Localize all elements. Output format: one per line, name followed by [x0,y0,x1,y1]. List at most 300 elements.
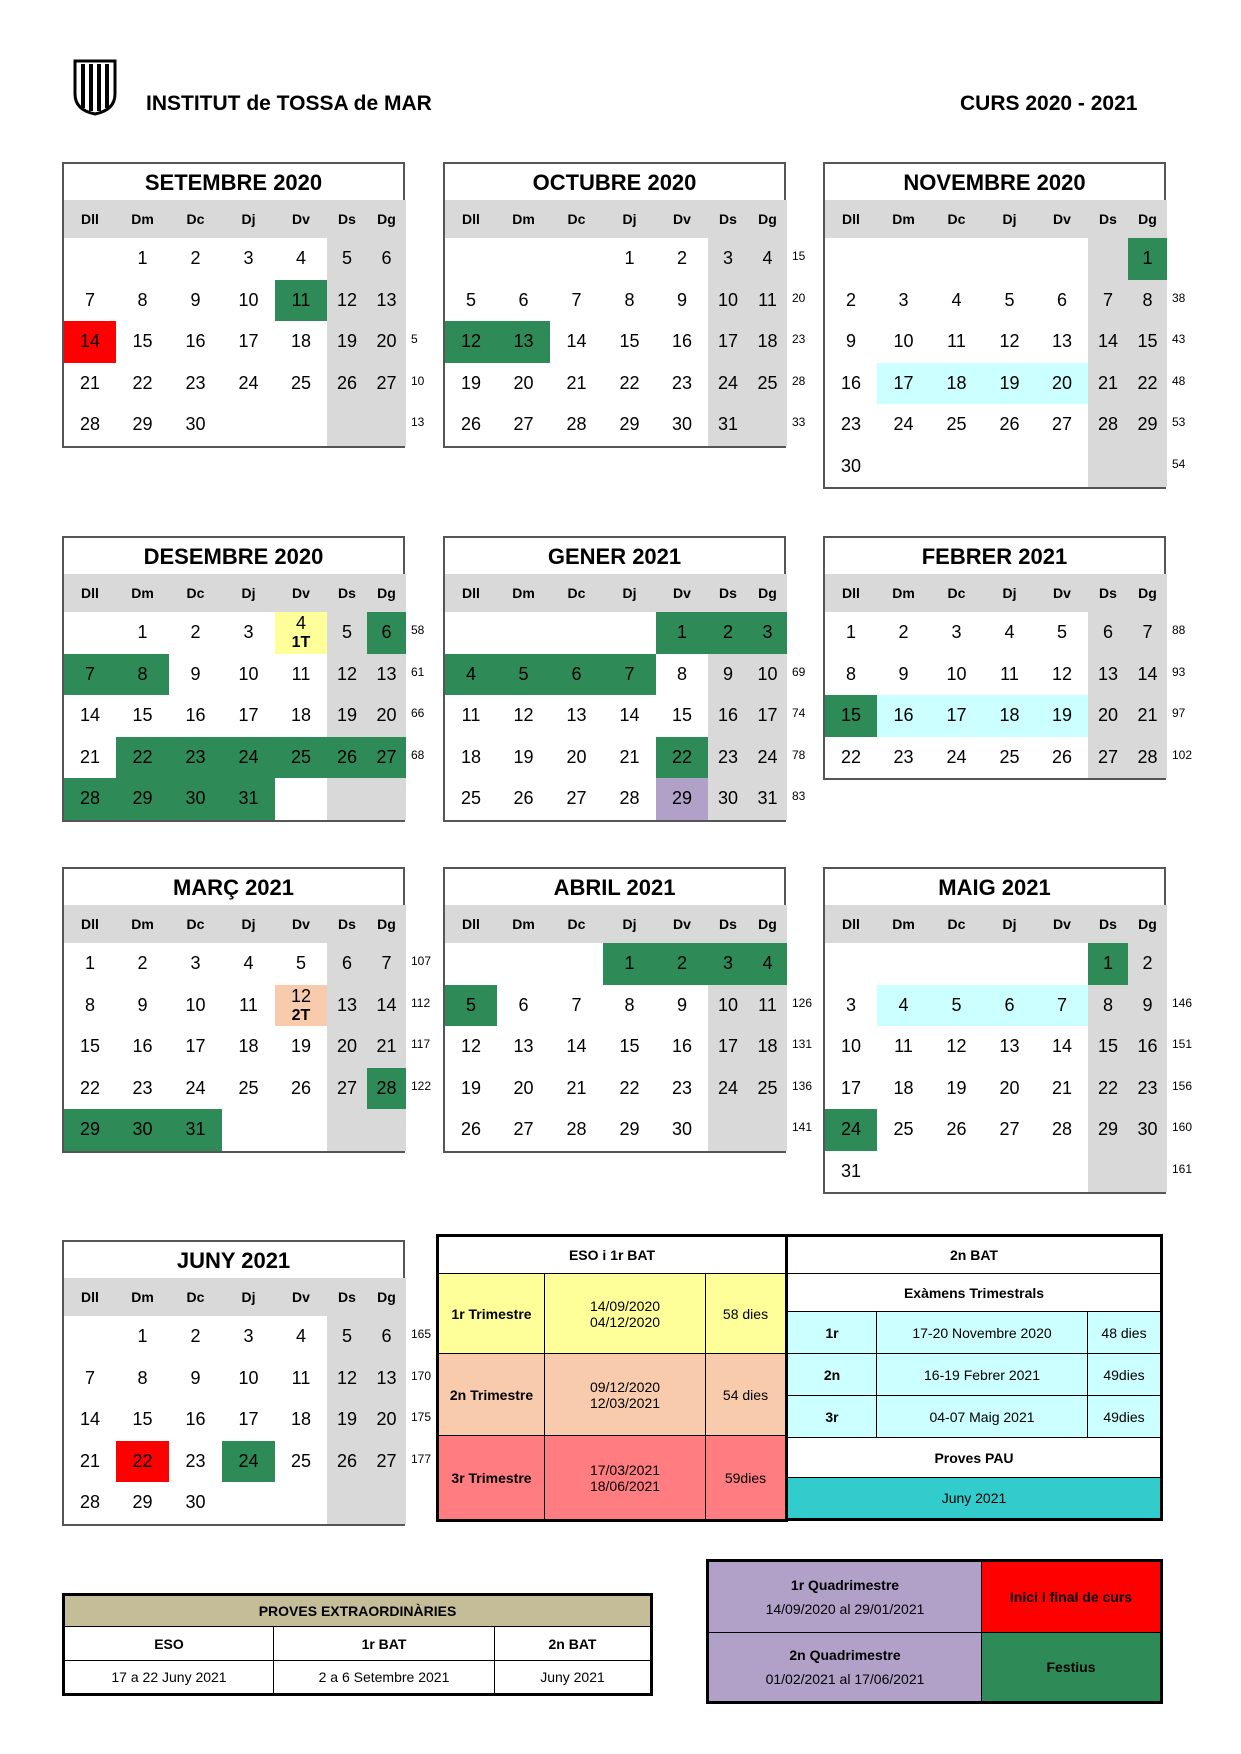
day-cell: 28 [566,414,587,434]
day-cell: 8 [624,289,635,310]
cumulative-day-count: 33 [792,415,806,429]
weekday-header: Dll [445,905,497,943]
weekday-header: Dg [1128,200,1167,238]
day-cell: 17 [708,321,748,363]
day-cell: 3 [243,1326,254,1346]
weekday-header: Dll [825,200,877,238]
day-cell: 13 [1088,654,1128,696]
empty-cell [983,446,1036,488]
day-cell: 20 [367,695,406,737]
day-cell: 24 [748,737,787,779]
month-calendar [443,536,786,822]
day-cell: 21 [79,372,101,393]
day-cell: 11 [461,705,481,725]
exam-date: 17-20 Novembre 2020 [877,1312,1088,1354]
day-cell: 10 [708,985,748,1027]
day-cell: 19 [460,1077,482,1098]
day-cell: 4 [295,248,306,268]
day-cell: 9 [137,994,148,1015]
extraordinary-title: PROVES EXTRAORDINÀRIES [64,1595,652,1627]
weekday-header: Dm [116,574,169,612]
empty-cell [497,238,550,280]
cumulative-day-count: 15 [792,249,806,263]
pau-date: Juny 2021 [787,1478,1162,1520]
day-cell: 19 [513,746,534,767]
legend-q2-title: 2n Quadrimestre [789,1647,901,1663]
day-cell: 29 [1088,1109,1128,1151]
day-cell: 30 [1128,1109,1167,1151]
day-cell: 25 [893,1119,914,1139]
day-cell: 15 [619,1036,640,1056]
day-cell: 27 [513,1119,534,1139]
day-cell: 4 [748,238,787,280]
day-cell: 12 [327,280,367,322]
day-cell: 29 [116,778,169,820]
weekday-header: Dj [222,574,275,612]
day-cell: 1 [137,1326,148,1346]
empty-cell [1036,1151,1088,1193]
day-cell: 18 [290,331,312,351]
day-cell: 18 [460,746,482,767]
empty-cell [275,404,327,446]
weekday-header: Ds [708,574,748,612]
day-cell: 2 [1128,943,1167,985]
weekday-header: Ds [327,574,367,612]
trimester-end: 12/03/2021 [589,1394,661,1411]
empty-cell [497,943,550,985]
day-cell: 5 [327,238,367,280]
day-cell: 22 [1128,363,1167,405]
day-cell: 21 [566,372,587,393]
day-cell: 29 [619,1119,640,1139]
day-cell: 24 [222,1441,275,1483]
day-cell: 23 [132,1077,153,1098]
day-cell: 24 [238,372,259,393]
day-cell: 13 [513,1036,534,1056]
day-cell: 30 [185,414,206,434]
day-cell: 9 [898,663,909,684]
weekday-header: Dv [656,200,708,238]
eso-table-title: ESO i 1r BAT [438,1236,787,1274]
day-cell: 7 [64,654,116,696]
weekday-header: Dm [877,574,930,612]
day-cell: 21 [367,1026,406,1068]
day-cell: 23 [671,372,693,393]
weekday-header: Dm [116,200,169,238]
day-cell: 17 [238,1409,259,1429]
weekday-header: Ds [708,200,748,238]
weekday-header: Dm [116,905,169,943]
day-cell: 7 [84,1367,95,1388]
day-cell: 16 [840,372,862,393]
weekday-header: Dg [367,574,406,612]
day-cell: 3 [898,289,909,310]
day-cell: 22 [619,372,640,393]
day-cell: 1 [84,953,95,973]
day-cell: 4 [445,654,497,696]
day-cell: 8 [116,654,169,696]
day-cell: 12 [445,321,497,363]
day-cell: 22 [1088,1068,1128,1110]
empty-cell [930,943,983,985]
cumulative-day-count: 83 [792,789,806,803]
day-cell: 15 [79,1036,101,1056]
weekday-header: Dc [930,574,983,612]
day-cell: 20 [367,1399,406,1441]
day-cell: 8 [137,289,148,310]
day-cell: 27 [367,363,406,405]
day-cell: 6 [367,612,406,654]
day-cell: 28 [64,778,116,820]
day-cell: 8 [1088,985,1128,1027]
day-cell: 12 [999,331,1020,351]
weekday-header: Dc [169,200,222,238]
month-calendar [62,536,405,822]
weekday-header: Dv [275,200,327,238]
day-cell: 5 [295,953,306,973]
day-cell: 17 [708,1026,748,1068]
day-cell: 26 [290,1077,312,1098]
day-cell: 22 [840,746,862,767]
empty-cell [445,238,497,280]
empty-cell [1036,238,1088,280]
day-cell: 30 [840,455,862,476]
weekday-header: Dc [169,1278,222,1316]
exam-days: 49dies [1088,1354,1162,1396]
day-cell: 8 [1128,280,1167,322]
weekday-header: Dj [603,574,656,612]
day-cell: 13 [497,321,550,363]
day-cell: 31 [222,778,275,820]
day-cell: 5 [327,1316,367,1358]
day-cell: 6 [367,238,406,280]
eso-trimester-table [436,1234,788,1522]
day-cell: 1 [137,622,148,642]
day-cell: 10 [748,654,787,696]
month-title: MAIG 2021 [938,875,1051,900]
day-cell: 31 [169,1109,222,1151]
day-cell: 20 [1036,363,1088,405]
weekday-header: Ds [327,200,367,238]
empty-cell [825,238,877,280]
day-cell: 22 [619,1077,640,1098]
weekday-header: Dc [550,574,603,612]
empty-cell [877,238,930,280]
exam-days: 48 dies [1088,1312,1162,1354]
empty-cell [930,1151,983,1193]
month-title: FEBRER 2021 [921,544,1068,569]
day-cell: 25 [748,363,787,405]
month-title: ABRIL 2021 [553,875,676,900]
cumulative-day-count: 160 [1172,1120,1193,1134]
day-cell: 14 [64,321,116,363]
day-cell: 29 [656,778,708,820]
empty-cell [983,238,1036,280]
day-cell: 29 [1128,404,1167,446]
day-cell: 23 [185,372,206,393]
weekday-header: Dj [222,1278,275,1316]
day-cell: 27 [327,1068,367,1110]
day-cell: 18 [748,1026,787,1068]
day-cell: 20 [367,321,406,363]
day-cell: 1 [137,248,148,268]
month-title: OCTUBRE 2020 [532,170,697,195]
day-cell: 25 [748,1068,787,1110]
day-cell: 2 [190,248,201,268]
day-cell: 6 [983,985,1036,1027]
empty-cell [1088,238,1128,280]
empty-cell [327,404,367,446]
trimester-label: 1r Trimestre [438,1274,545,1354]
cumulative-day-count: 93 [1172,664,1186,679]
weekday-header: Dll [445,200,497,238]
weekday-header: Dv [656,905,708,943]
weekday-header: Dc [930,200,983,238]
day-cell: 26 [513,788,534,808]
bat2-table [785,1234,1163,1521]
day-cell: 25 [238,1077,259,1098]
day-cell: 6 [518,994,529,1015]
day-cell: 3 [243,248,254,268]
day-cell: 2 [898,622,909,642]
day-cell: 11 [748,280,787,322]
day-cell: 13 [367,280,406,322]
cumulative-day-count: 53 [1172,415,1186,429]
day-cell: 15 [132,331,153,351]
day-cell: 4 [748,943,787,985]
weekday-header: Dll [64,574,116,612]
day-cell: 5 [497,654,550,696]
empty-cell [327,1109,367,1151]
empty-cell [930,238,983,280]
empty-cell [877,943,930,985]
day-cell: 4 [951,289,962,310]
cumulative-day-count: 10 [411,373,425,388]
cumulative-day-count: 48 [1172,373,1186,388]
weekday-header: Dm [497,200,550,238]
day-cell: 14 [367,985,406,1027]
day-cell: 2 [676,248,687,268]
day-cell: 28 [79,1492,101,1512]
legend-q1 [708,1561,982,1633]
weekday-header: Dv [1036,200,1088,238]
month-title: SETEMBRE 2020 [144,170,323,195]
day-cell: 26 [999,414,1020,434]
empty-cell [1036,446,1088,488]
day-cell: 12 [1051,663,1073,684]
day-cell: 7 [603,654,656,696]
day-cell: 12 [513,705,534,725]
day-cell: 16 [185,331,206,351]
empty-cell [222,1482,275,1524]
day-cell: 24 [708,1068,748,1110]
day-cell: 15 [671,705,693,725]
day-cell: 13 [566,705,587,725]
day-cell: 31 [708,404,748,446]
day-cell: 15 [619,331,640,351]
day-cell: 21 [1088,363,1128,405]
day-cell: 11 [1000,663,1019,684]
day-cell: 19 [290,1036,312,1056]
cumulative-day-count: 126 [792,995,813,1010]
day-cell: 12 [460,1036,482,1056]
trimester-start: 14/09/2020 [589,1297,661,1314]
day-cell: 5 [327,612,367,654]
day-cell: 23 [185,1450,206,1471]
day-cell: 27 [513,414,534,434]
day-cell: 18 [983,695,1036,737]
empty-cell [708,1109,748,1151]
day-cell: 5 [445,985,497,1027]
day-cell: 22 [116,737,169,779]
day-cell: 2 [190,1326,201,1346]
empty-cell [748,1109,787,1151]
day-cell: 3 [243,622,254,642]
cumulative-day-count: 66 [411,706,425,720]
exam-date: 16-19 Febrer 2021 [877,1354,1088,1396]
day-cell: 22 [132,372,153,393]
day-cell: 4 [877,985,930,1027]
day-cell: 14 [566,331,587,351]
cumulative-day-count: 5 [411,332,418,346]
day-cell: 27 [1088,737,1128,779]
weekday-header: Dg [1128,905,1167,943]
day-cell: 16 [185,705,206,725]
cumulative-day-count: 68 [411,747,425,762]
exam-term: 3r [787,1396,877,1438]
exam-term: 1r [787,1312,877,1354]
day-cell: 11 [275,280,327,322]
cumulative-day-count: 58 [411,623,425,637]
cumulative-day-count: 131 [792,1037,813,1051]
month-title: NOVEMBRE 2020 [903,170,1086,195]
extra-col-2bat: 2n BAT [495,1627,652,1661]
cumulative-day-count: 102 [1172,747,1193,762]
day-cell: 25 [999,746,1020,767]
weekday-header: Dc [930,905,983,943]
day-cell: 7 [367,943,406,985]
day-cell: 25 [290,372,312,393]
day-cell: 1 [1088,943,1128,985]
trimester-row [438,1436,787,1521]
extra-col-eso: ESO [64,1627,274,1661]
month-title: MARÇ 2021 [172,875,295,900]
day-cell: 26 [946,1119,967,1139]
day-cell: 16 [671,331,693,351]
day-cell: 18 [893,1077,914,1098]
day-cell: 25 [460,788,482,808]
month-title: JUNY 2021 [176,1248,291,1273]
day-cell: 21 [1051,1077,1073,1098]
day-cell: 5 [1056,622,1067,642]
day-cell: 8 [845,663,856,684]
day-cell [275,985,327,1027]
empty-cell [64,238,116,280]
empty-cell [222,1109,275,1151]
cumulative-day-count: 61 [411,664,425,679]
weekday-header: Dv [1036,574,1088,612]
day-cell: 17 [748,695,787,737]
weekday-header: Dll [825,574,877,612]
cumulative-day-count: 112 [411,995,431,1010]
day-cell: 19 [983,363,1036,405]
weekday-header: Dm [877,200,930,238]
day-cell: 30 [116,1109,169,1151]
generalitat-logo-icon [72,58,118,116]
day-cell: 14 [566,1036,587,1056]
trimester-days: 58 dies [706,1274,787,1354]
trimester-days: 54 dies [706,1354,787,1436]
weekday-header: Dj [603,200,656,238]
day-cell: 26 [327,363,367,405]
day-cell: 30 [185,1492,206,1512]
trimester-start: 17/03/2021 [589,1461,661,1478]
weekday-header: Dg [748,574,787,612]
day-cell: 11 [291,663,311,684]
day-cell: 16 [671,1036,693,1056]
trimester-end-tag: 1T [291,634,311,651]
day-cell: 1 [603,943,656,985]
weekday-header: Dv [1036,905,1088,943]
day-cell: 2 [656,943,708,985]
day-cell: 10 [708,280,748,322]
day-cell: 14 [619,705,640,725]
day-cell: 3 [190,953,201,973]
day-cell: 29 [132,1492,153,1512]
day-cell: 29 [132,414,153,434]
bat2-table-title: 2n BAT [787,1236,1162,1274]
day-cell: 21 [79,746,101,767]
legend-q2-dates: 01/02/2021 al 17/06/2021 [765,1671,925,1687]
day-cell: 12 [327,1358,367,1400]
day-cell: 22 [79,1077,101,1098]
day-cell: 7 [1036,985,1088,1027]
day-cell: 29 [619,414,640,434]
day-cell: 31 [748,778,787,820]
weekday-header: Dll [825,905,877,943]
day-cell: 11 [894,1036,913,1056]
empty-cell [327,778,367,820]
weekday-header: Dj [983,200,1036,238]
empty-cell [983,943,1036,985]
exam-row [787,1354,1162,1396]
day-cell: 9 [190,663,201,684]
extra-val-1bat: 2 a 6 Setembre 2021 [274,1661,495,1695]
weekday-header: Dj [222,200,275,238]
empty-cell [1088,1151,1128,1193]
trimester-end-tag: 2T [291,1006,311,1024]
cumulative-day-count: 97 [1172,706,1186,720]
day-cell: 6 [1088,612,1128,654]
day-cell: 26 [327,1441,367,1483]
cumulative-day-count: 141 [792,1120,813,1134]
extra-col-1bat: 1r BAT [274,1627,495,1661]
weekday-header: Dc [169,905,222,943]
empty-cell [275,1482,327,1524]
day-cell: 28 [619,788,640,808]
day-cell: 10 [185,994,206,1015]
cumulative-day-count: 28 [792,373,806,388]
day-cell: 7 [84,289,95,310]
day-cell: 21 [79,1450,101,1471]
day-number: 12 [290,985,312,1006]
day-cell: 10 [238,663,259,684]
empty-cell [497,612,550,654]
weekday-header: Dj [983,574,1036,612]
trimester-days: 59dies [706,1436,787,1521]
month-calendar [823,162,1166,489]
day-cell: 24 [708,363,748,405]
